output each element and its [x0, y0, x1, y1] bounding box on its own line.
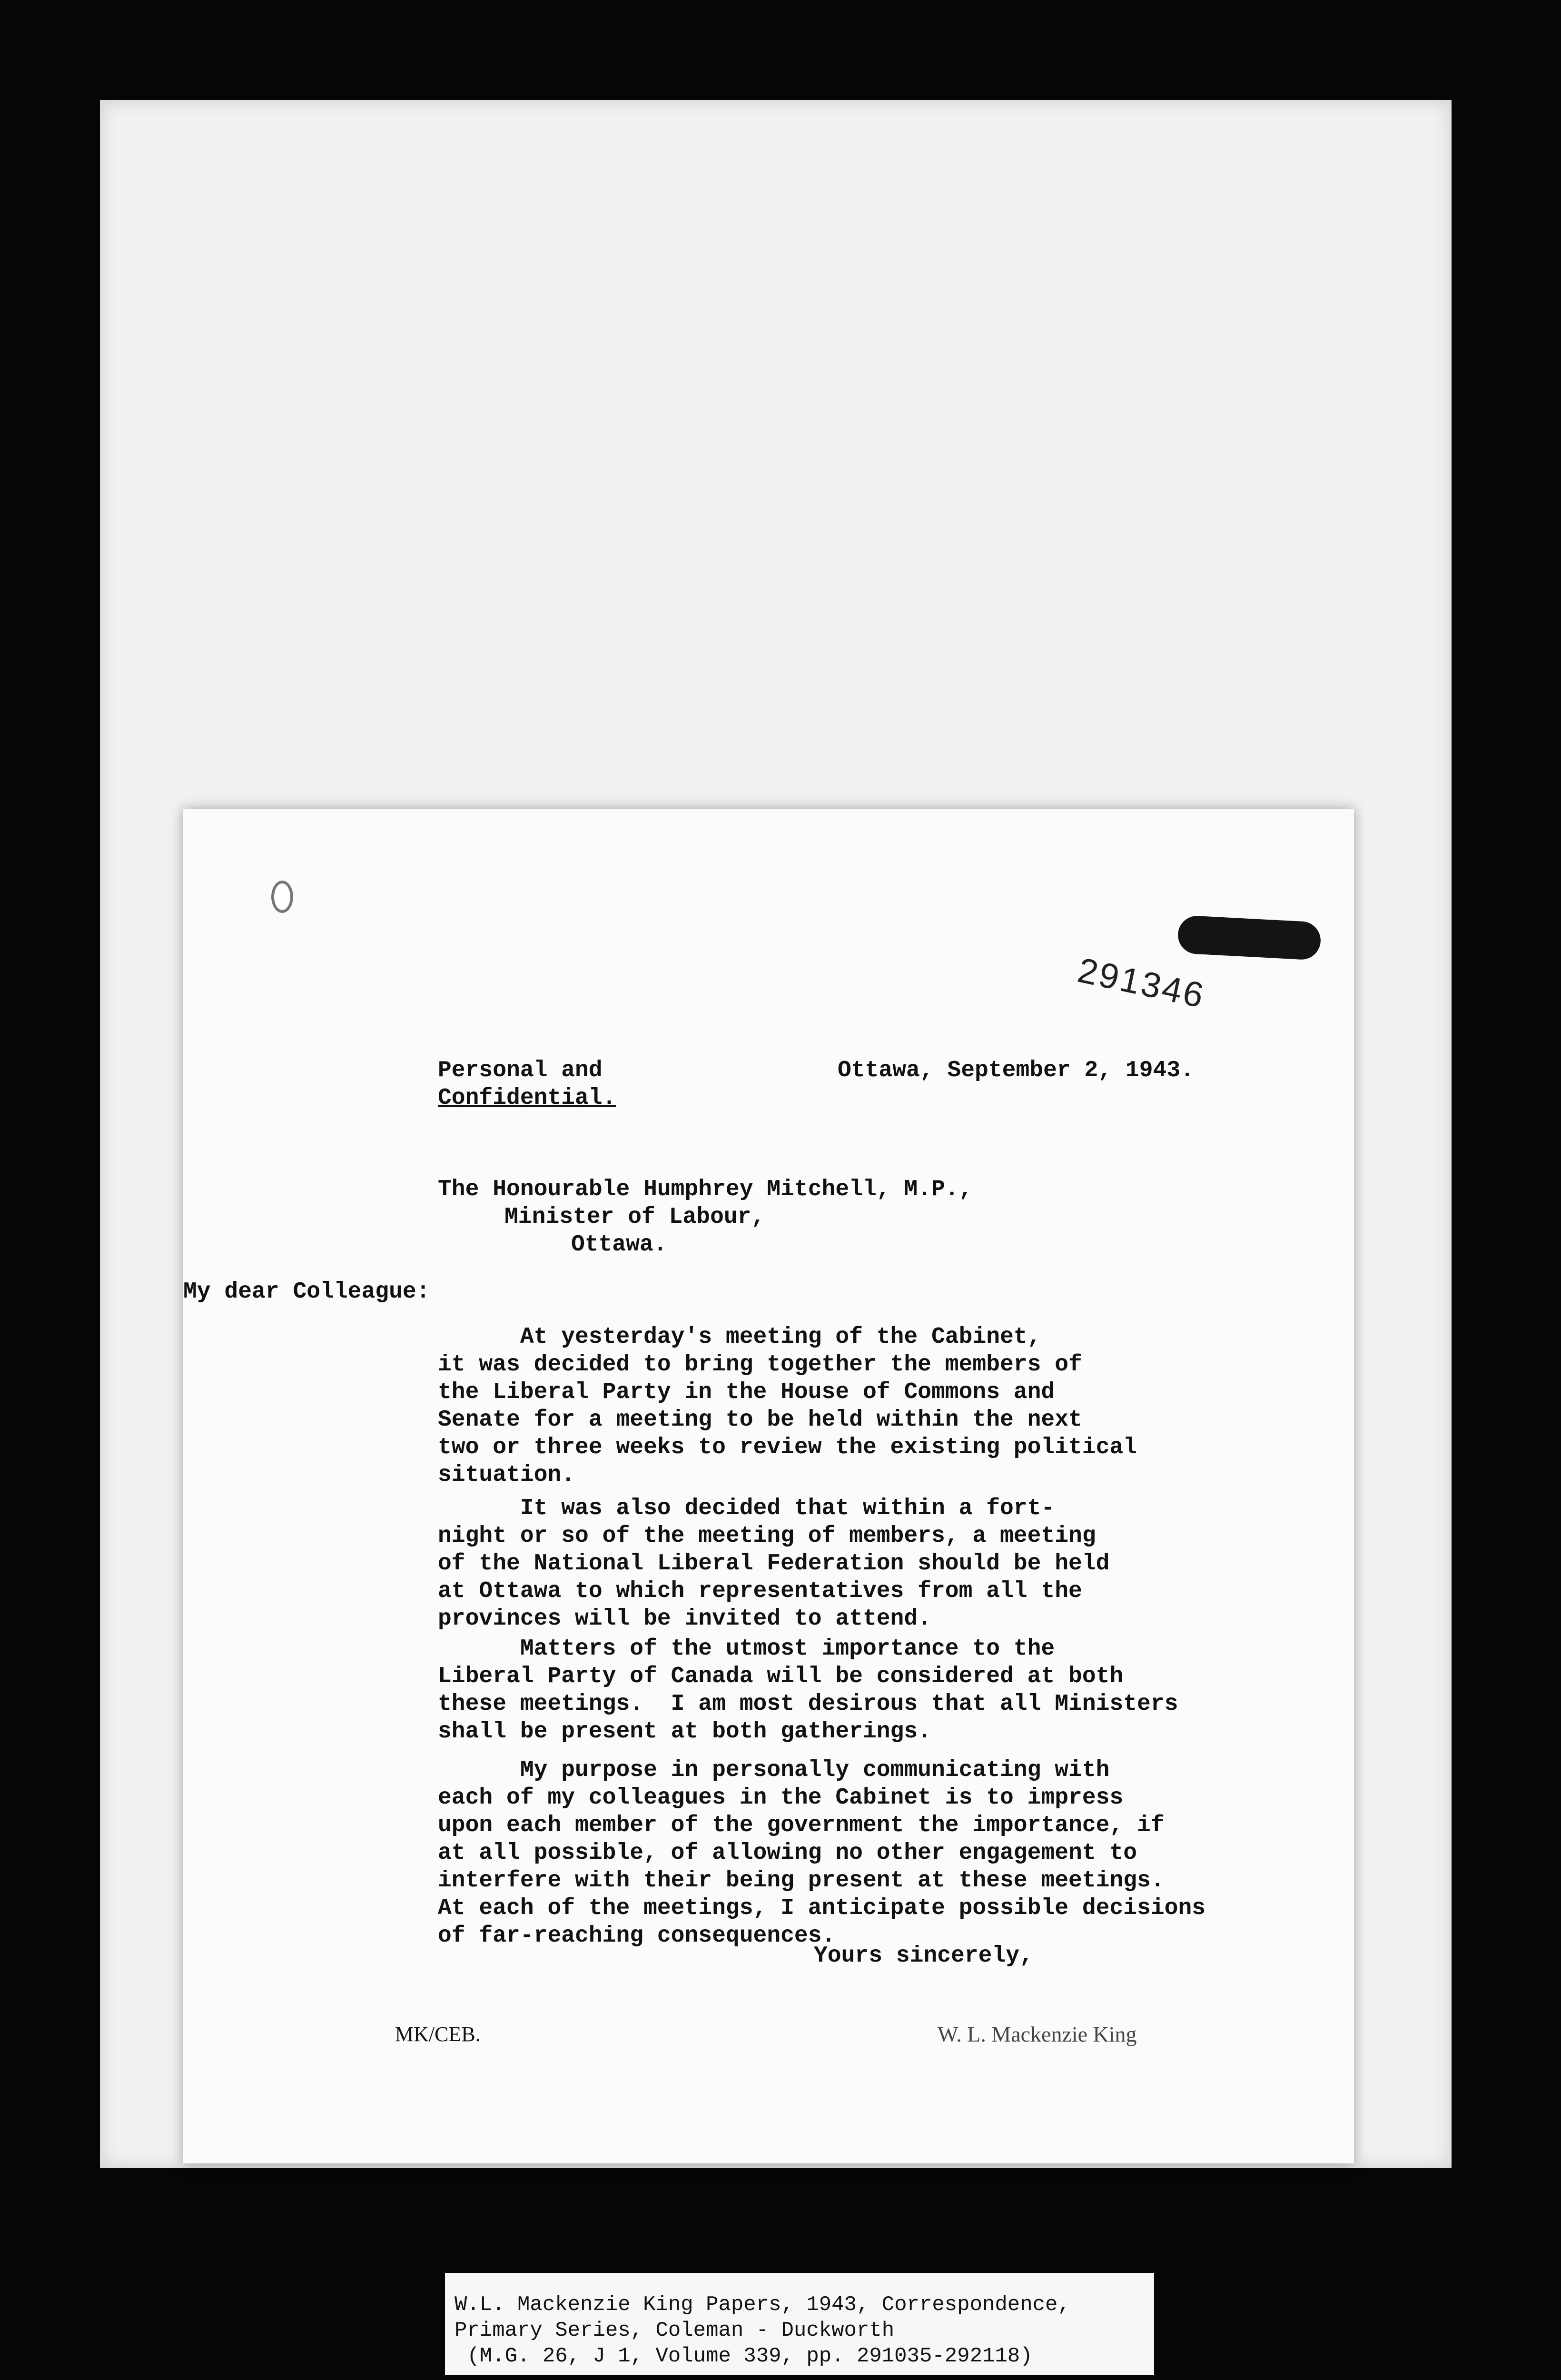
document-stamp-number: 291346	[1074, 950, 1209, 1016]
addressee-block	[438, 1176, 972, 1259]
addressee-title: Minister of Labour,	[504, 1204, 765, 1230]
body-paragraph-2	[438, 1495, 1275, 1633]
paragraph-line: My purpose in personally communicating with	[438, 1757, 1110, 1783]
paragraph-line: upon each member of the government the importance, if	[438, 1813, 1165, 1838]
paragraph-line: Matters of the utmost importance to the	[438, 1636, 1055, 1662]
closing: Yours sincerely,	[814, 1943, 1033, 1969]
paragraph-line: at all possible, of allowing no other engagement to	[438, 1840, 1137, 1866]
paragraph-line: of the National Liberal Federation should be held	[438, 1551, 1110, 1577]
archive-label-line-3: (M.G. 26, J 1, Volume 339, pp. 291035-292118)	[454, 2344, 1033, 2368]
paragraph-line: At each of the meetings, I anticipate possible decisions	[438, 1895, 1206, 1921]
paragraph-line: it was decided to bring together the members of	[438, 1352, 1082, 1378]
paragraph-line: each of my colleagues in the Cabinet is to impress	[438, 1785, 1124, 1811]
punch-hole	[271, 881, 293, 913]
paragraph-line: At yesterday's meeting of the Cabinet,	[438, 1324, 1041, 1350]
paragraph-line: at Ottawa to which representatives from all the	[438, 1578, 1082, 1604]
letter-date: Ottawa, September 2, 1943.	[838, 1058, 1194, 1083]
archive-label-line-2: Primary Series, Coleman - Duckworth	[454, 2319, 895, 2342]
addressee-name: The Honourable Humphrey Mitchell, M.P.,	[438, 1177, 973, 1202]
confidential-notice	[438, 1057, 616, 1112]
body-paragraph-3	[438, 1635, 1275, 1745]
letter-page	[183, 809, 1354, 2163]
paragraph-line: provinces will be invited to attend.	[438, 1606, 931, 1632]
archive-reference-label	[445, 2273, 1154, 2375]
paragraph-line: two or three weeks to review the existing political	[438, 1435, 1137, 1460]
body-paragraph-4	[438, 1756, 1275, 1950]
paragraph-line: these meetings. I am most desirous that all Ministers	[438, 1691, 1178, 1717]
archive-label-line-1: W.L. Mackenzie King Papers, 1943, Correspondence,	[454, 2293, 1070, 2317]
confidential-line-2: Confidential.	[438, 1085, 616, 1111]
salutation: My dear Colleague:	[183, 1279, 430, 1305]
body-paragraph-1	[438, 1323, 1275, 1489]
paragraph-line: interfere with their being present at these meetings.	[438, 1868, 1165, 1894]
paragraph-line: Senate for a meeting to be held within the next	[438, 1407, 1082, 1433]
paragraph-line: the Liberal Party in the House of Commons and	[438, 1379, 1055, 1405]
typist-initials: MK/CEB.	[395, 2023, 481, 2046]
confidential-line-1: Personal and	[438, 1058, 603, 1083]
signature: W. L. Mackenzie King	[938, 2022, 1137, 2046]
paragraph-line: It was also decided that within a fort-	[438, 1496, 1055, 1521]
addressee-city: Ottawa.	[571, 1232, 667, 1258]
paragraph-line: shall be present at both gatherings.	[438, 1719, 931, 1745]
paragraph-line: situation.	[438, 1462, 575, 1488]
redaction-mark	[1177, 915, 1322, 961]
paragraph-line: of far-reaching consequences.	[438, 1923, 836, 1949]
paragraph-line: Liberal Party of Canada will be considered at both	[438, 1664, 1124, 1689]
paragraph-line: night or so of the meeting of members, a meeting	[438, 1523, 1096, 1549]
